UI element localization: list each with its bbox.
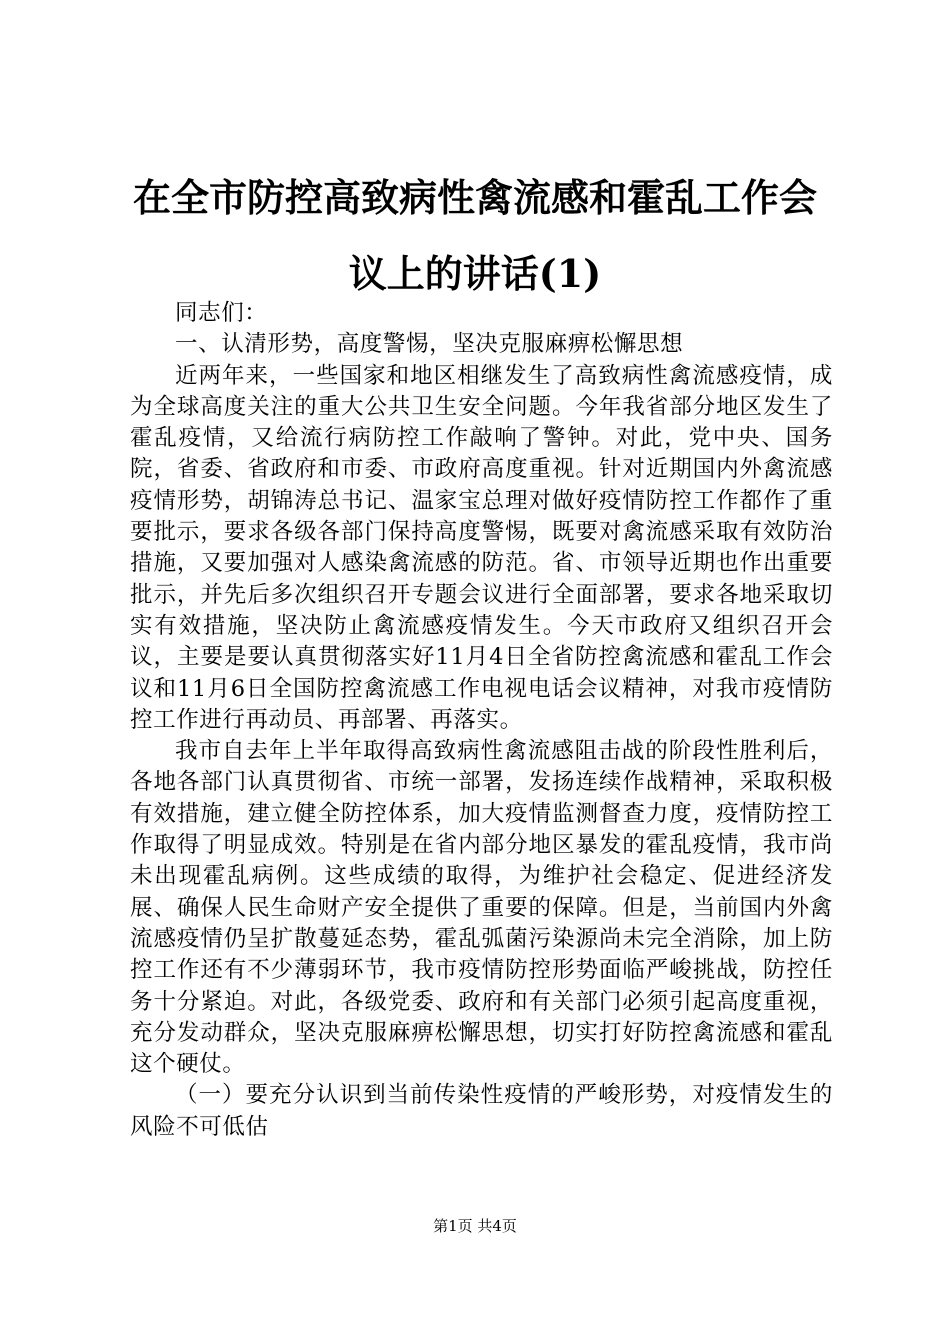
page-number-footer: 第1页 共4页: [433, 1217, 517, 1235]
subsection-heading-paragraph: （一）要充分认识到当前传染性疫情的严峻形势，对疫情发生的风险不可低估: [130, 1082, 833, 1140]
document-title: 在全市防控高致病性禽流感和霍乱工作会议上的讲话(1): [132, 175, 817, 296]
document-body: [130, 298, 833, 1143]
body-paragraph: 我市自去年上半年取得高致病性禽流感阻击战的阶段性胜利后，各地各部门认真贯彻省、市统一部署，发扬连续作战精神，采取积极有效措施，建立健全防控体系，加大疫情监测督查力度，疫情防控工作取得了明显成效。特别是在省内部分地区暴发的霍乱疫情，我市尚未出现霍乱病例。这些成绩的取得，为维护社会稳定、促进经济发展、确保人民生命财产安全提供了重要的保障。但是，当前国内外禽流感疫情仍呈扩散蔓延态势，霍乱弧菌污染源尚未完全消除，加上防控工作还有不少薄弱环节，我市疫情防控形势面临严峻挑战，防控任务十分紧迫。对此，各级党委、政府和有关部门必须引起高度重视，充分发动群众，坚决克服麻痹松懈思想，切实打好防控禽流感和霍乱这个硬仗。: [130, 738, 833, 1078]
body-paragraph: 近两年来，一些国家和地区相继发生了高致病性禽流感疫情，成为全球高度关注的重大公共卫生安全问题。今年我省部分地区发生了霍乱疫情，又给流行病防控工作敲响了警钟。对此，党中央、国务院，省委、省政府和市委、市政府高度重视。针对近期国内外禽流感疫情形势，胡锦涛总书记、温家宝总理对做好疫情防控工作都作了重要批示，要求各级各部门保持高度警惕，既要对禽流感采取有效防治措施，又要加强对人感染禽流感的防范。省、市领导近期也作出重要批示，并先后多次组织召开专题会议进行全面部署，要求各地采取切实有效措施，坚决防止禽流感疫情发生。今天市政府又组织召开会议，主要是要认真贯彻落实好11月4日全省防控禽流感和霍乱工作会议和11月6日全国防控禽流感工作电视电话会议精神，对我市疫情防控工作进行再动员、再部署、再落实。: [130, 362, 833, 733]
salutation-paragraph: 同志们：: [175, 300, 268, 326]
section-heading-paragraph: 一、认清形势，高度警惕，坚决克服麻痹松懈思想: [175, 331, 684, 358]
